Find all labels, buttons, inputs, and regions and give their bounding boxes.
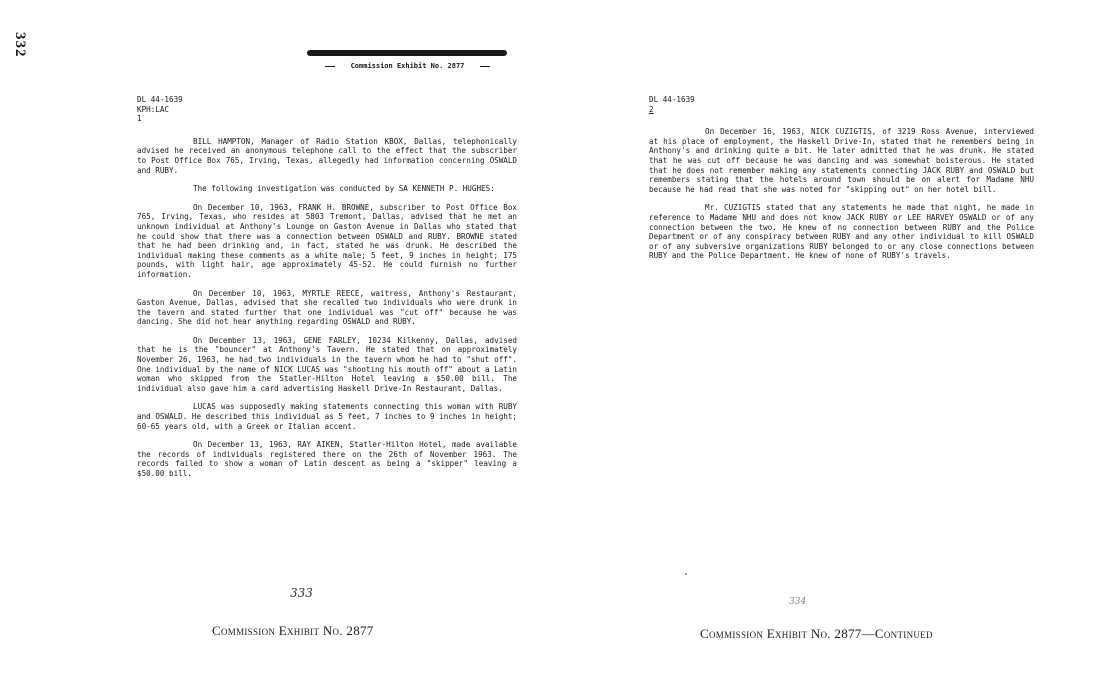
paragraph: Mr. CUZIGTIS stated that any statements he made that night, he made in reference to Madame NHU and does not know JACK RUBY or LEE HARVEY OSWALD or of any connection between the two. He knew of no connection between RUBY and the Police Department or of any conspiracy between RUBY and any other individual to kill OSWALD or of any subversive organizations RUBY belonged to or any close connections between RUBY and the Police Department. He knew of none of RUBY's travels. [649, 203, 1034, 261]
handwritten-page-number: 333 [290, 586, 313, 600]
header-dash-right [480, 66, 490, 67]
scan-speck [685, 573, 687, 575]
header-bar [307, 50, 507, 56]
paragraph: On December 10, 1963, MYRTLE REECE, waitress, Anthony's Restaurant, Gaston Avenue, Dallas, advised that she recalled two individuals who were drunk in the tavern and stated further that one individual was "cut off" because he was dancing. She did not hear anything regarding OSWALD and RUBY. [137, 288, 517, 327]
paragraph: LUCAS was supposedly making statements connecting this woman with RUBY and OSWALD. He described this individual as 5 feet, 7 inches to 9 inches in height; 60-65 years old, with a Greek or Italian accent. [137, 402, 517, 431]
file-number: DL 44-1639 [649, 95, 695, 104]
exhibit-caption-continued: Commission Exhibit No. 2877—Continued [700, 626, 933, 641]
exhibit-header [300, 62, 515, 70]
left-file-header [137, 95, 517, 124]
paragraph: On December 13, 1963, RAY AIKEN, Statler-Hilton Hotel, made available the records of individuals registered there on the 26th of November 1963. The records failed to show a woman of Latin descent as being a "skipper" leaving a $50.00 bill. [137, 440, 517, 478]
file-number: DL 44-1639 [137, 95, 183, 104]
exhibit-caption: Commission Exhibit No. 2877 [212, 623, 374, 638]
paragraph: On December 10, 1963, FRANK H. BROWNE, subscriber to Post Office Box 765, Irving, Texas, who resides at 5803 Tremont, Dallas, advised that he met an unknown individual at Anthony's Lounge on Gaston Avenue in Dallas who stated that he could show that there was a connection between OSWALD and RUBY. BROWNE stated that he had been drinking and, in fact, stated he was drunk. He described the individual making these comments as a white male; 5 feet, 9 inches in height; 175 pounds, with light hair, age approximately 45-52. He could furnish no further information. [137, 202, 517, 279]
typist-initials: KPH:LAC [137, 104, 170, 114]
header-dash-left [325, 66, 335, 67]
right-page-body [649, 95, 1034, 270]
page-index: 1 [137, 114, 142, 124]
right-file-header [649, 95, 1034, 114]
paragraph: BILL HAMPTON, Manager of Radio Station KBOX, Dallas, telephonically advised he received an anonymous telephone call to the effect that the subscriber to Post Office Box 765, Irving, Texas, allegedly had information concerning OSWALD and RUBY. [137, 136, 517, 175]
handwritten-page-number: 334 [789, 597, 807, 607]
page-number: 332 [12, 32, 28, 58]
paragraph: On December 13, 1963, GENE FARLEY, 10234 Kilkenny, Dallas, advised that he is the "bouncer" at Anthony's Tavern. He stated that on approximately November 26, 1963, he had two individuals in the tavern whom he had to "shut off". One individual by the name of NICK LUCAS was "shooting his mouth off" about a Latin woman who skipped from the Statler-Hilton Hotel leaving a $50.00 bill. The individual also gave him a card advertising Haskell Drive-In Restaurant, Dallas. [137, 335, 517, 393]
paragraph: The following investigation was conducted by SA KENNETH P. HUGHES: [193, 184, 495, 194]
exhibit-header-label: Commission Exhibit No. 2877 [350, 62, 465, 70]
page-index: 2 [649, 104, 654, 114]
left-page-body [137, 95, 517, 488]
paragraph: On December 16, 1963, NICK CUZIGTIS, of 3219 Ross Avenue, interviewed at his place of employment, the Haskell Drive-In, stated that he remembers being in Anthony's and drinking quite a bit. He later admitted that he was drunk. He stated that he was cut off because he was dancing and was somewhat boisterous. He stated that he does not remember making any statements connecting JACK RUBY and OSWALD but remembers stating that the hotels around town should be on alert for Madame NHU because he had read that she was noted for "skipping out" on her hotel bill. [649, 127, 1034, 194]
